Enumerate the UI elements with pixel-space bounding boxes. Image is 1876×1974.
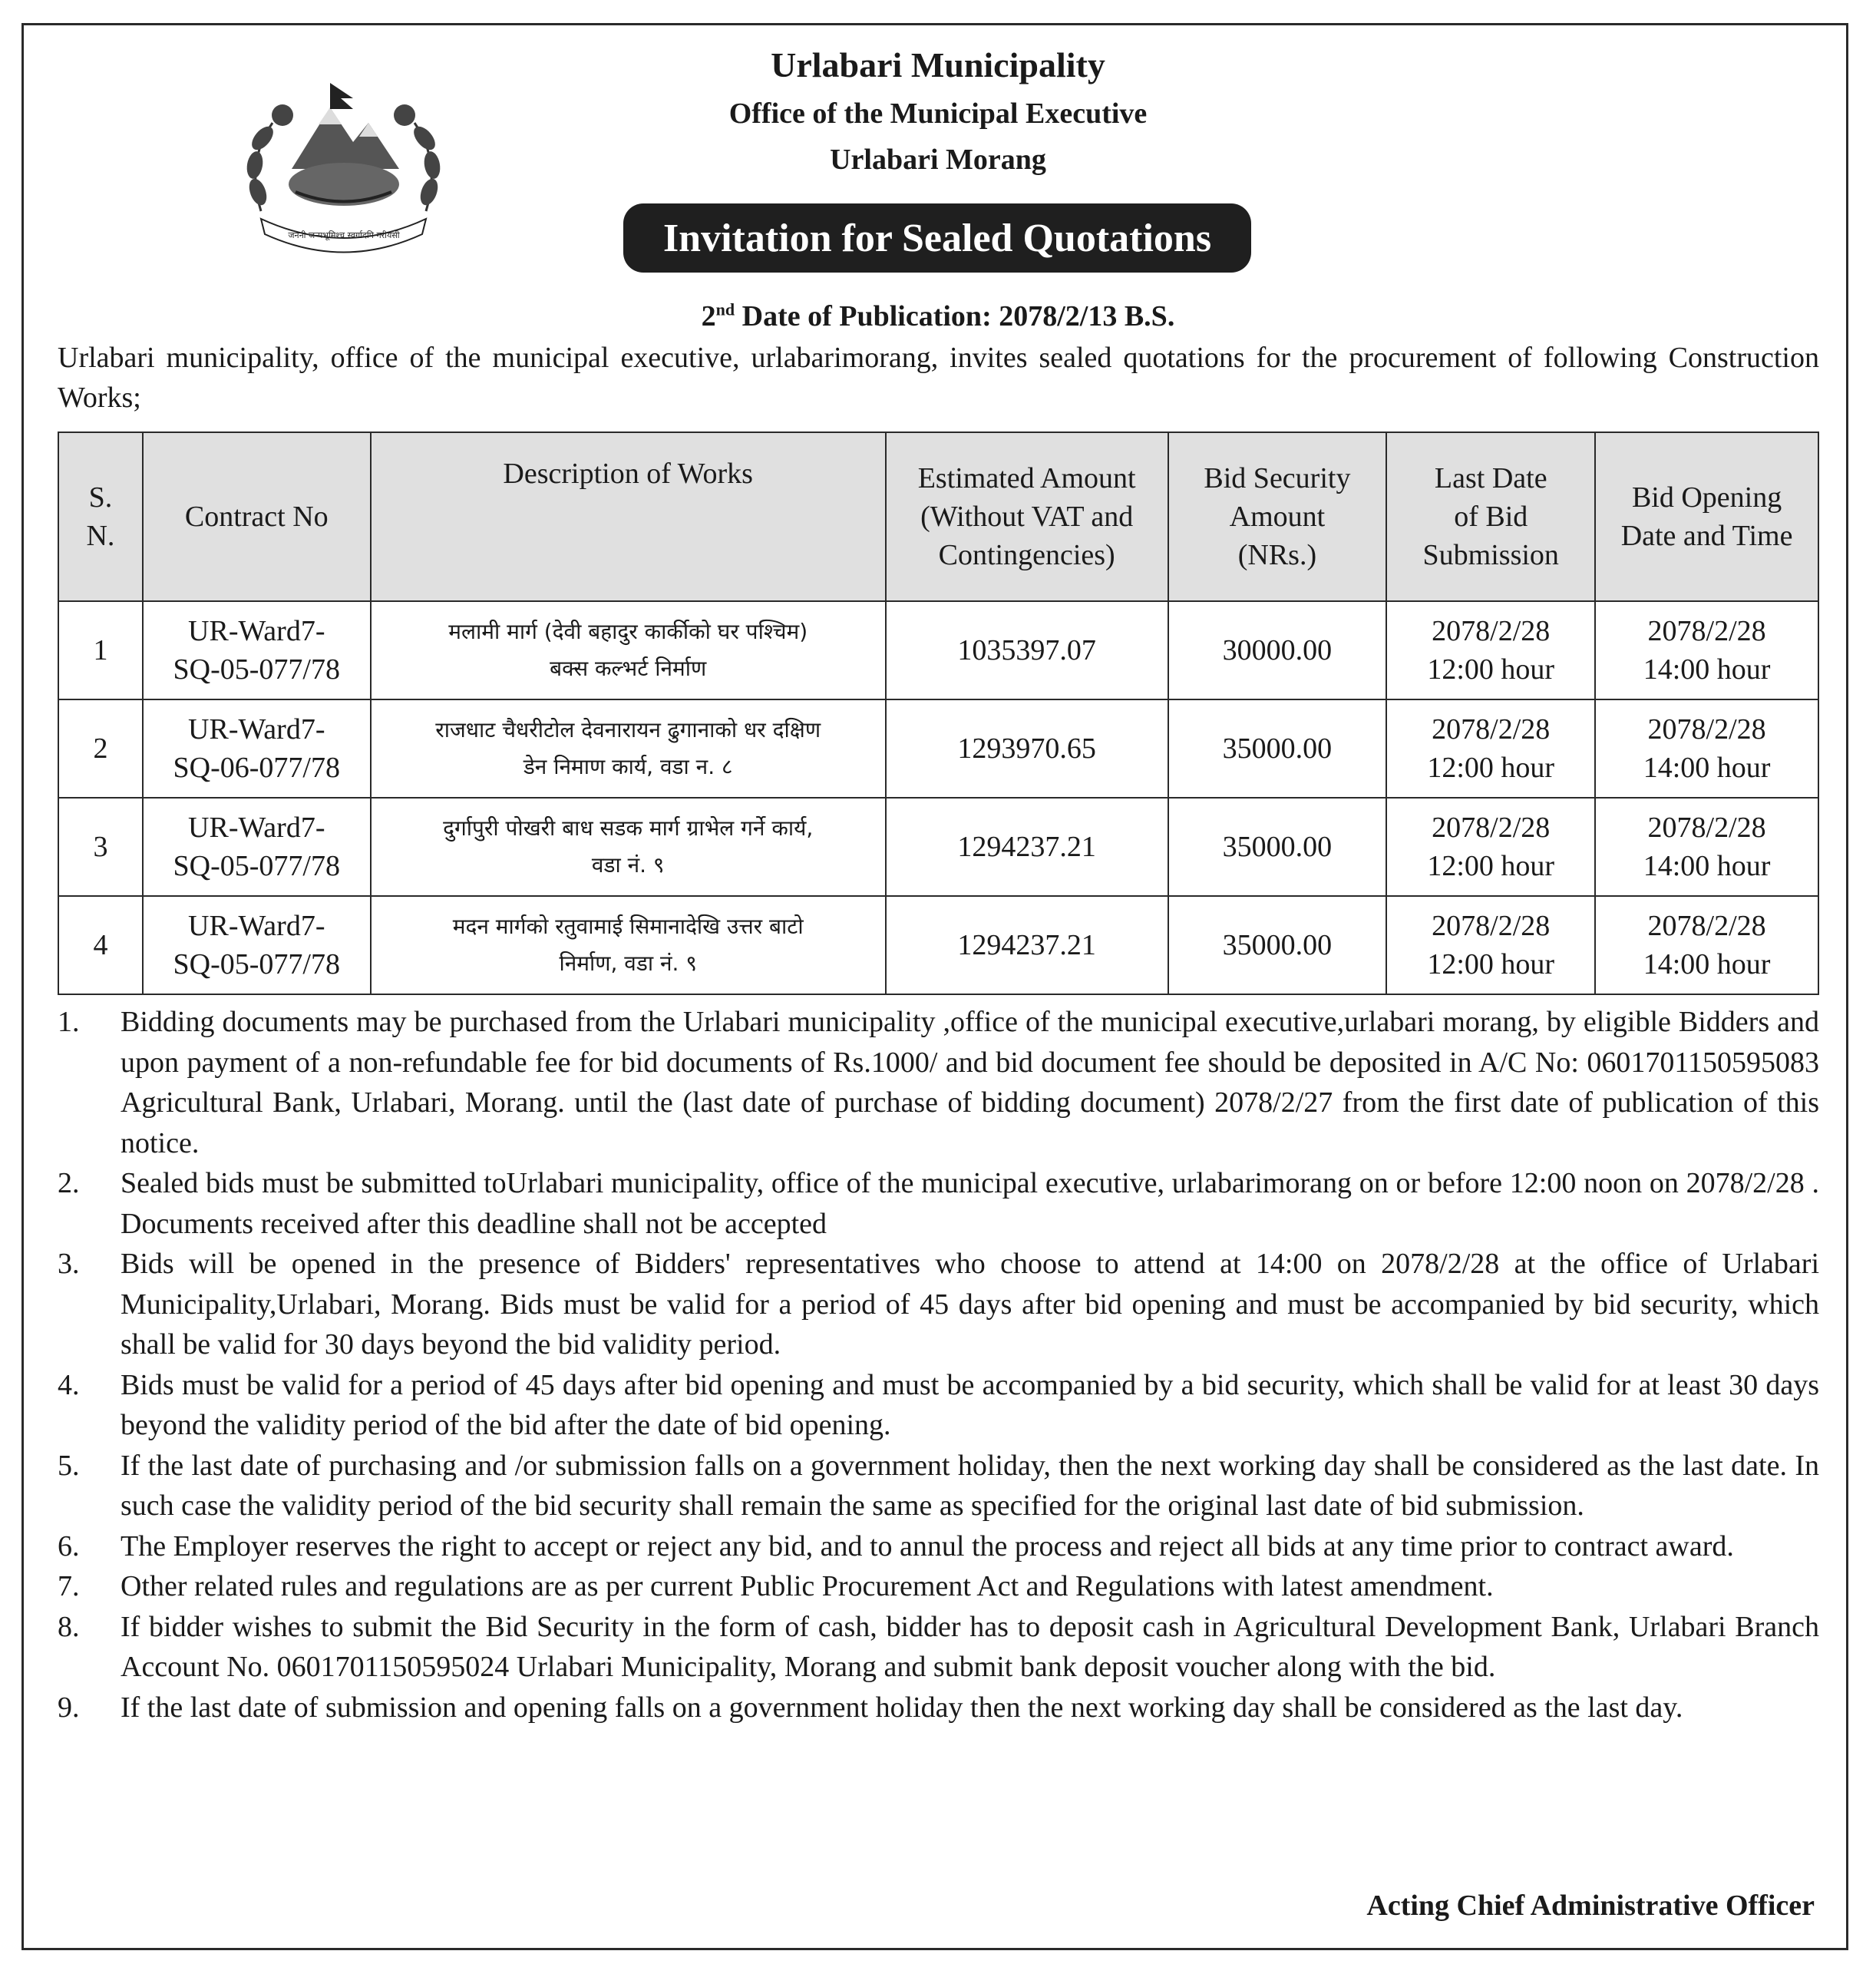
term-item xyxy=(58,1163,1819,1244)
cell-description xyxy=(371,699,886,798)
term-item xyxy=(58,1002,1819,1163)
cell-estimated-amount: 1294237.21 xyxy=(886,798,1168,896)
description-line: बक्स कल्भर्ट निर्माण xyxy=(550,656,707,681)
term-text: Bidding documents may be purchased from the Urlabari municipality ,office of the municipal executive,urlabari morang, by eligible Bidders and upon payment of a non-refundable fee for bid documents of Rs.1000/ and bid document fee should be deposited in A/C No: 0601701150595083 Agricultural Bank, Urlabari, Morang. until the (last date of purchase of bidding document) 2078/2/27 from the first date of publication of this notice. xyxy=(121,1006,1819,1159)
publication-ordinal-suffix: nd xyxy=(715,299,735,319)
opening-line: 14:00 hour xyxy=(1643,752,1771,784)
cell-last-date xyxy=(1386,896,1595,994)
cell-bid-security: 35000.00 xyxy=(1168,798,1387,896)
term-item xyxy=(58,1688,1819,1728)
publication-date xyxy=(0,299,1876,333)
header-opening-line: Date and Time xyxy=(1620,520,1793,552)
opening-line: 2078/2/28 xyxy=(1647,615,1766,647)
term-item xyxy=(58,1607,1819,1688)
contract-line: SQ-05-077/78 xyxy=(173,948,340,980)
description-line: मदन मार्गको रतुवामाई सिमानादेखि उत्तर बाटो xyxy=(452,914,804,939)
header-amount-line: Contingencies) xyxy=(938,539,1115,571)
term-item xyxy=(58,1526,1819,1567)
municipality-name: Urlabari Municipality xyxy=(771,45,1105,84)
term-text: Bids will be opened in the presence of Bidders' representatives who choose to attend at 14:00 on 2078/2/28 at the office of Urlabari Municipality,Urlabari, Morang. Bids must be valid for a period of 45 days after bid opening and must be accompanied by bid security, which shall be valid for 30 days beyond the bid validity period. xyxy=(121,1248,1819,1361)
intro-paragraph: Urlabari municipality, office of the municipal executive, urlabarimorang, invites sealed quotations for the procurement of following Construction Works; xyxy=(58,342,1819,414)
term-number: 5. xyxy=(58,1449,80,1482)
header-last-date xyxy=(1386,432,1595,601)
last-date-line: 2078/2/28 xyxy=(1432,713,1551,746)
cell-contract-no xyxy=(143,601,371,699)
cell-bid-opening xyxy=(1595,896,1818,994)
opening-line: 14:00 hour xyxy=(1643,850,1771,882)
last-date-line: 2078/2/28 xyxy=(1432,615,1551,647)
terms-list xyxy=(58,1002,1819,1728)
cell-bid-security: 30000.00 xyxy=(1168,601,1387,699)
header-lastdate-line: Submission xyxy=(1422,539,1559,571)
table-row xyxy=(58,601,1818,699)
opening-line: 2078/2/28 xyxy=(1647,910,1766,942)
last-date-line: 12:00 hour xyxy=(1427,948,1555,980)
opening-line: 14:00 hour xyxy=(1643,653,1771,686)
cell-description xyxy=(371,601,886,699)
term-number: 7. xyxy=(58,1570,80,1602)
term-number: 8. xyxy=(58,1610,80,1643)
term-text: If the last date of submission and opening falls on a government holiday then the next working day shall be considered as the last day. xyxy=(121,1691,1683,1724)
office-location: Urlabari Morang xyxy=(830,144,1046,176)
contract-line: SQ-05-077/78 xyxy=(173,850,340,882)
cell-sn: 3 xyxy=(58,798,143,896)
description-line: राजधाट चैधरीटोल देवनारायन ढुगानाको धर दक्षिण xyxy=(435,717,821,742)
last-date-line: 2078/2/28 xyxy=(1432,812,1551,844)
cell-description xyxy=(371,896,886,994)
last-date-line: 2078/2/28 xyxy=(1432,910,1551,942)
cell-estimated-amount: 1293970.65 xyxy=(886,699,1168,798)
cell-last-date xyxy=(1386,798,1595,896)
cell-contract-no xyxy=(143,896,371,994)
last-date-line: 12:00 hour xyxy=(1427,752,1555,784)
header-amount-line: (Without VAT and xyxy=(920,501,1134,533)
cell-description xyxy=(371,798,886,896)
term-number: 4. xyxy=(58,1368,80,1401)
header-bid-opening xyxy=(1595,432,1818,601)
header-bid-security xyxy=(1168,432,1387,601)
description-line: मलामी मार्ग (देवी बहादुर कार्कीको घर पश्चिम) xyxy=(448,619,808,644)
cell-bid-opening xyxy=(1595,699,1818,798)
opening-line: 14:00 hour xyxy=(1643,948,1771,980)
term-text: Sealed bids must be submitted toUrlabari municipality, office of the municipal executive, urlabarimorang on or before 12:00 noon on 2078/2/28 . Documents received after this deadline shall not be accepted xyxy=(121,1167,1819,1240)
table-row xyxy=(58,798,1818,896)
cell-last-date xyxy=(1386,699,1595,798)
term-item xyxy=(58,1566,1819,1607)
cell-bid-security: 35000.00 xyxy=(1168,896,1387,994)
cell-bid-security: 35000.00 xyxy=(1168,699,1387,798)
header-opening-line: Bid Opening xyxy=(1631,481,1782,514)
header-sn xyxy=(58,432,143,601)
cell-contract-no xyxy=(143,699,371,798)
table-row xyxy=(58,896,1818,994)
header-sn-line: N. xyxy=(86,520,115,552)
description-line: डेन निमाण कार्य, वडा न. ८ xyxy=(523,754,733,779)
cell-bid-opening xyxy=(1595,798,1818,896)
cell-last-date xyxy=(1386,601,1595,699)
contract-line: SQ-05-077/78 xyxy=(173,653,340,686)
term-number: 3. xyxy=(58,1248,80,1280)
notice-title-banner xyxy=(623,203,1251,273)
description-line: वडा नं. ९ xyxy=(591,852,665,878)
cell-estimated-amount: 1035397.07 xyxy=(886,601,1168,699)
term-item xyxy=(58,1446,1819,1526)
contract-line: SQ-06-077/78 xyxy=(173,752,340,784)
term-text: Bids must be valid for a period of 45 days after bid opening and must be accompanied by a bid security, which shall be valid for at least 30 days beyond the validity period of the bid after the date of bid opening. xyxy=(121,1368,1819,1441)
header-estimated-amount xyxy=(886,432,1168,601)
contract-line: UR-Ward7- xyxy=(188,713,325,746)
table-header-row xyxy=(58,432,1818,601)
term-number: 1. xyxy=(58,1006,80,1038)
header-lastdate-line: of Bid xyxy=(1454,501,1528,533)
office-name: Office of the Municipal Executive xyxy=(728,98,1148,130)
term-number: 6. xyxy=(58,1529,80,1562)
opening-line: 2078/2/28 xyxy=(1647,812,1766,844)
cell-estimated-amount: 1294237.21 xyxy=(886,896,1168,994)
header-lastdate-line: Last Date xyxy=(1434,462,1547,494)
header-sn-line: S. xyxy=(88,481,113,514)
contract-line: UR-Ward7- xyxy=(188,812,325,844)
cell-sn: 1 xyxy=(58,601,143,699)
emblem-motto: जननी जन्मभूमिश्च स्वर्गादपि गरीयसी xyxy=(288,230,400,240)
notice-title: Invitation for Sealed Quotations xyxy=(662,216,1212,260)
term-text: The Employer reserves the right to accept or reject any bid, and to annul the process and reject all bids at any time prior to contract award. xyxy=(121,1529,1734,1562)
table-row xyxy=(58,699,1818,798)
last-date-line: 12:00 hour xyxy=(1427,850,1555,882)
contract-line: UR-Ward7- xyxy=(188,615,325,647)
header-contract-line: Contract No xyxy=(184,501,329,533)
term-item xyxy=(58,1365,1819,1446)
cell-sn: 2 xyxy=(58,699,143,798)
publication-ordinal-number: 2 xyxy=(701,300,716,332)
works-table xyxy=(58,432,1819,995)
header-security-line: (NRs.) xyxy=(1237,539,1317,571)
signatory-title: Acting Chief Administrative Officer xyxy=(1366,1890,1815,1922)
description-line: निर्माण, वडा नं. ९ xyxy=(559,951,697,976)
term-number: 9. xyxy=(58,1691,80,1724)
contract-line: UR-Ward7- xyxy=(188,910,325,942)
cell-bid-opening xyxy=(1595,601,1818,699)
last-date-line: 12:00 hour xyxy=(1427,653,1555,686)
cell-contract-no xyxy=(143,798,371,896)
header-description-line: Description of Works xyxy=(503,458,753,490)
header-amount-line: Estimated Amount xyxy=(917,462,1136,494)
header-security-line: Amount xyxy=(1229,501,1326,533)
header-contract-no xyxy=(143,432,371,601)
cell-sn: 4 xyxy=(58,896,143,994)
term-text: If the last date of purchasing and /or submission falls on a government holiday, then the next working day shall be considered as the last date. In such case the validity period of the bid security shall remain the same as specified for the original last date of bid submission. xyxy=(121,1449,1819,1522)
description-line: दुर्गापुरी पोखरी बाध सडक मार्ग ग्राभेल गर्ने कार्य, xyxy=(443,815,814,841)
term-item xyxy=(58,1244,1819,1365)
publication-date-text: Date of Publication: 2078/2/13 B.S. xyxy=(735,300,1175,332)
opening-line: 2078/2/28 xyxy=(1647,713,1766,746)
header-security-line: Bid Security xyxy=(1204,462,1351,494)
term-text: If bidder wishes to submit the Bid Security in the form of cash, bidder has to deposit cash in Agricultural Development Bank, Urlabari Branch Account No. 0601701150595024 Urlabari Municipality, Morang and submit bank deposit voucher along with the bid. xyxy=(121,1610,1819,1683)
header-description xyxy=(371,432,886,601)
term-text: Other related rules and regulations are as per current Public Procurement Act and Regulations with latest amendment. xyxy=(121,1570,1494,1602)
term-number: 2. xyxy=(58,1167,80,1199)
